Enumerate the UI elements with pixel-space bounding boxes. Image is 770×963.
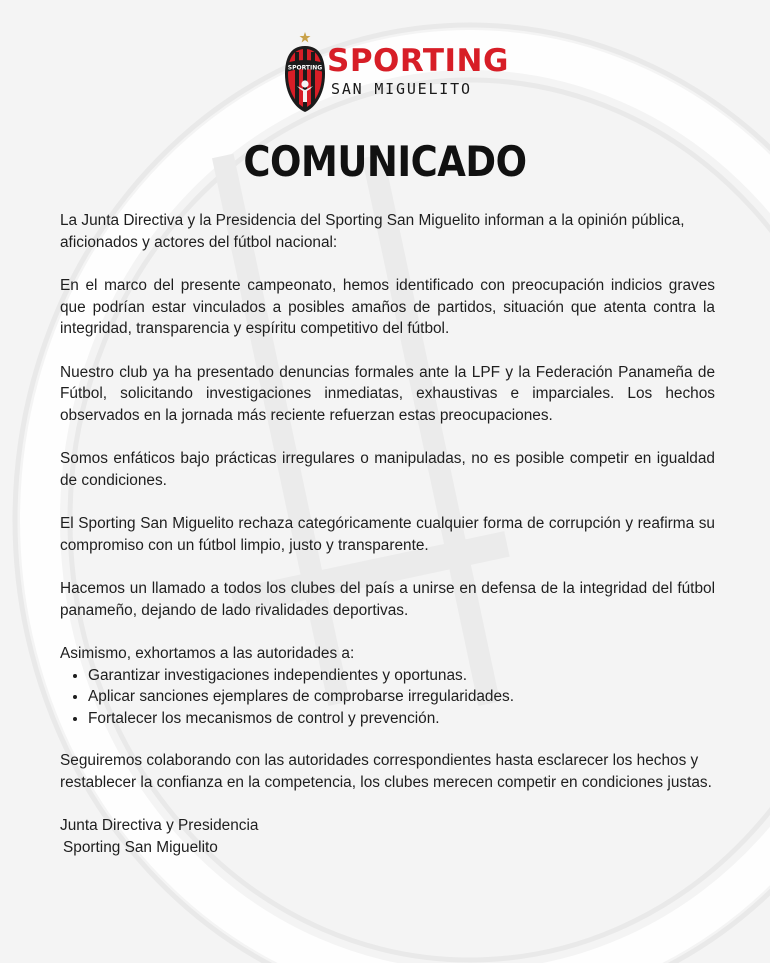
list-item: • Garantizar investigaciones independientes y oportunas.	[88, 665, 715, 687]
star-icon	[300, 32, 311, 43]
crest-icon	[285, 46, 325, 112]
brand-name: SPORTING	[327, 43, 509, 79]
brand-subtitle: SAN MIGUELITO	[331, 80, 472, 98]
demands-intro: Asimismo, exhortamos a las autoridades a:	[60, 645, 355, 662]
list-item: • Fortalecer los mecanismos de control y prevención.	[88, 708, 715, 730]
paragraph-1: En el marco del presente campeonato, hemos identificado con preocupación indicios graves que podrían estar vinculados a posibles amaños de partidos, situación que atenta contra la integridad, transparencia y espíritu competitivo del fútbol.	[60, 277, 715, 337]
paragraph-2: Nuestro club ya ha presentado denuncias formales ante la LPF y la Federación Panameña de Fútbol, solicitando investigaciones inmediatas, exhaustivas e imparciales. Los hechos observados en la jornada más reciente refuerzan estas preocupaciones.	[60, 363, 715, 424]
signature	[60, 815, 715, 858]
paragraph-4: El Sporting San Miguelito rechaza categóricamente cualquier forma de corrupción y reafirma su compromiso con un fútbol limpio, justo y transparente.	[60, 515, 715, 554]
intro-paragraph: La Junta Directiva y la Presidencia del Sporting San Miguelito informan a la opinión pública, aficionados y actores del fútbol nacional:	[60, 212, 685, 251]
closing-paragraph: Seguiremos colaborando con las autoridades correspondientes hasta esclarecer los hechos y restablecer la confianza en la competencia, los clubes merecen competir en condiciones justas.	[60, 752, 712, 791]
list-item: • Aplicar sanciones ejemplares de comprobarse irregularidades.	[88, 686, 715, 708]
demands-list	[60, 665, 715, 730]
page-title: COMUNICADO	[243, 138, 527, 187]
paragraph-5: Hacemos un llamado a todos los clubes del país a unirse en defensa de la integridad del fútbol panameño, dejando de lado rivalidades deportivas.	[60, 580, 715, 619]
signature-line-1: Junta Directiva y Presidencia	[60, 817, 259, 834]
paragraph-3: Somos enfáticos bajo prácticas irregulares o manipuladas, no es posible competir en igualdad de condiciones.	[60, 450, 715, 489]
statement-body	[60, 210, 715, 858]
crest-badge-text: SPORTING	[287, 64, 323, 72]
signature-line-2: Sporting San Miguelito	[63, 838, 218, 856]
